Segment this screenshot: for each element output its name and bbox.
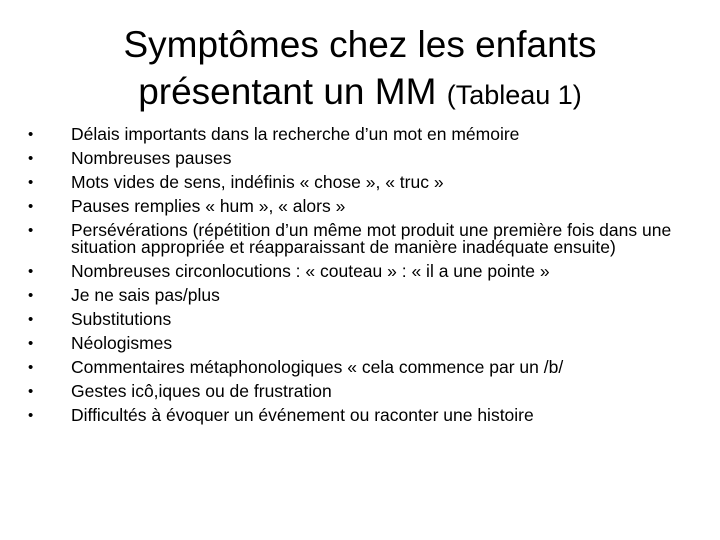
- bullet-text: Difficultés à évoquer un événement ou raconter une histoire: [71, 405, 534, 425]
- bullet-text: Nombreuses pauses: [71, 148, 232, 168]
- bullet-icon: •: [28, 359, 34, 376]
- bullet-text: Nombreuses circonlocutions : « couteau » : « il a une pointe »: [71, 261, 550, 281]
- bullet-item: [28, 222, 704, 256]
- bullet-list: [28, 126, 704, 431]
- bullet-text: Commentaires métaphonologiques « cela commence par un /b/: [71, 357, 564, 377]
- bullet-item: [28, 150, 704, 167]
- bullet-item: [28, 126, 704, 143]
- bullet-text: Délais importants dans la recherche d’un mot en mémoire: [71, 124, 520, 144]
- bullet-item: [28, 311, 704, 328]
- bullet-item: [28, 335, 704, 352]
- bullet-text: Gestes icô,iques ou de frustration: [71, 381, 332, 401]
- bullet-text: Mots vides de sens, indéfinis « chose », « truc »: [71, 172, 444, 192]
- bullet-item: [28, 359, 704, 376]
- bullet-icon: •: [28, 126, 34, 143]
- title-main: Symptômes chez les enfants présentant un MM: [123, 24, 597, 112]
- bullet-text: Pauses remplies « hum », « alors »: [71, 196, 346, 216]
- bullet-item: [28, 174, 704, 191]
- bullet-text: Je ne sais pas/plus: [71, 285, 220, 305]
- bullet-icon: •: [28, 263, 34, 280]
- bullet-text: Persévérations (répétition d’un même mot produit une première fois dans une situation appropriée et réapparaissant de manière inadéquate ensuite): [71, 220, 672, 257]
- bullet-icon: •: [28, 287, 34, 304]
- bullet-icon: •: [28, 311, 34, 328]
- bullet-text: Néologismes: [71, 333, 173, 353]
- bullet-text: Substitutions: [71, 309, 172, 329]
- title-note: (Tableau 1): [446, 79, 582, 110]
- bullet-icon: •: [28, 407, 34, 424]
- bullet-item: [28, 263, 704, 280]
- bullet-item: [28, 287, 704, 304]
- bullet-icon: •: [28, 174, 34, 191]
- bullet-item: [28, 407, 704, 424]
- bullet-item: [28, 383, 704, 400]
- bullet-icon: •: [28, 335, 34, 352]
- bullet-icon: •: [28, 198, 34, 215]
- bullet-icon: •: [28, 222, 34, 239]
- bullet-icon: •: [28, 383, 34, 400]
- bullet-icon: •: [28, 150, 34, 167]
- bullet-item: [28, 198, 704, 215]
- slide-title: [60, 22, 660, 116]
